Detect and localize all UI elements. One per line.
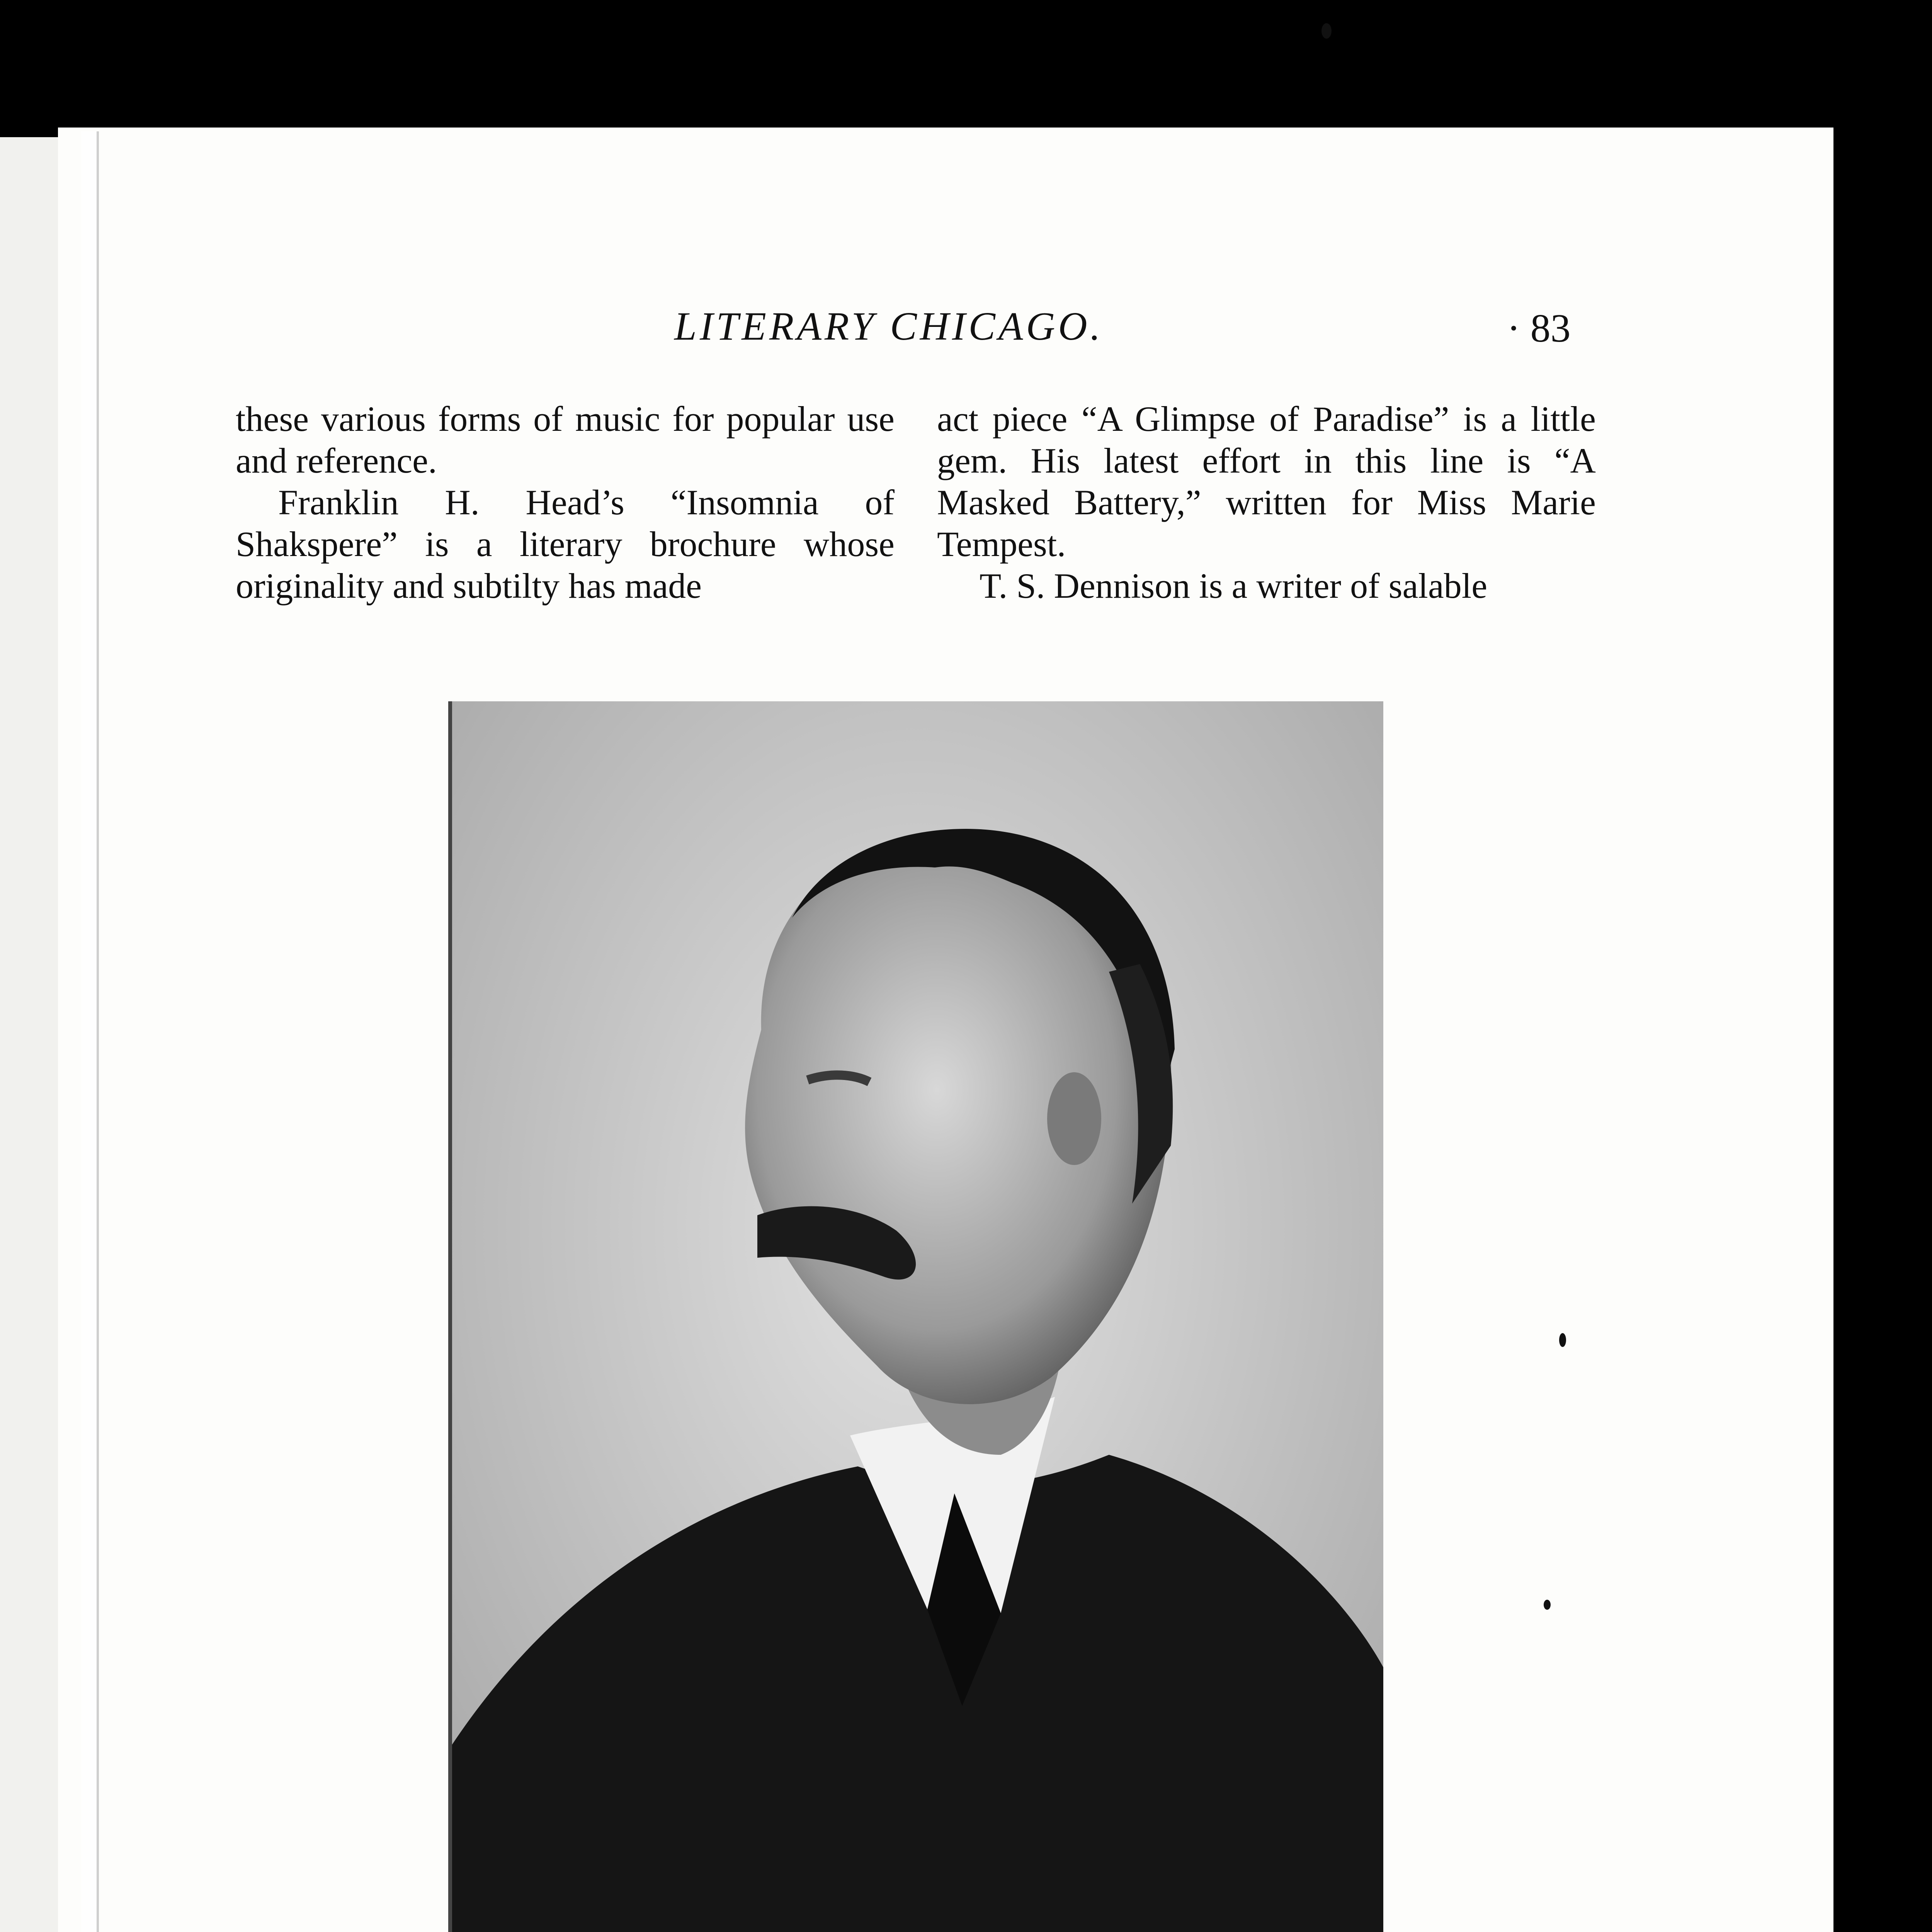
column-top-right [937, 398, 1596, 607]
page-number: · 83 [1507, 306, 1571, 350]
paragraph: T. S. Dennison is a writer of salable [980, 566, 1488, 605]
portrait-image [452, 701, 1383, 1932]
paragraph: Franklin H. Head’s “Insomnia of Shakspere” is a literary brochure whose originality and subtilty has made [236, 483, 895, 605]
paragraph: these various forms of music for popular use and reference. [236, 399, 895, 480]
paragraph: act piece “A Glimpse of Paradise” is a little gem. His latest effort in this line is “A Masked Battery,” written for Miss Marie Tempest. [937, 399, 1596, 564]
scan-speck [1321, 23, 1332, 39]
running-head: LITERARY CHICAGO. [674, 304, 1104, 349]
scan-speck [1544, 1600, 1551, 1610]
page-number-value: 83 [1530, 306, 1571, 350]
portrait-photograph [448, 701, 1383, 1932]
column-top-left [236, 398, 895, 607]
facing-page-edge [0, 137, 63, 1932]
page-gutter [81, 131, 99, 1932]
scan-speck [1559, 1333, 1566, 1347]
